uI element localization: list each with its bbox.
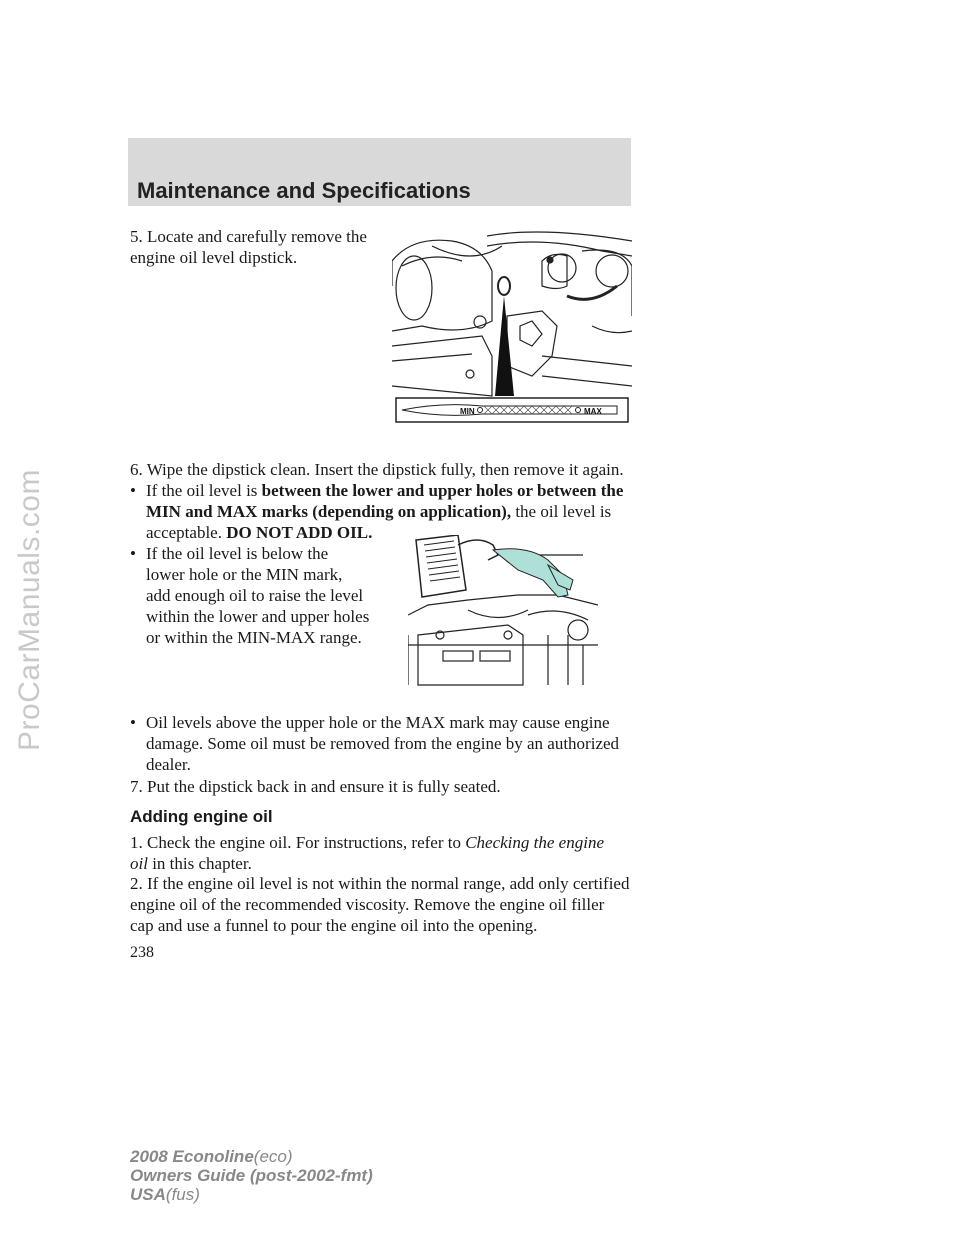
oil-bottle <box>416 535 498 597</box>
document-footer: 2008 Econoline(eco) Owners Guide (post-2002-fmt) USA(fus) <box>130 1147 373 1204</box>
bullet-oil-high-text: Oil levels above the upper hole or the MAX mark may cause engine damage. Some oil must be removed from the engine by an authorized dealer. <box>146 713 620 774</box>
reservoir-cap <box>542 254 567 288</box>
bullet-marker: • <box>130 713 136 732</box>
bullet-oil-low <box>130 543 390 653</box>
dipstick-handle <box>495 277 514 396</box>
bullet-marker: • <box>130 544 136 563</box>
bullet-oil-high <box>130 712 630 776</box>
adding-oil-illustration <box>408 535 598 695</box>
oil-filler-cap <box>520 321 542 346</box>
battery <box>418 625 523 685</box>
page-number: 238 <box>130 944 154 961</box>
bullet-oil-acceptable-text: If the oil level is between the lower and upper holes or between the MIN and MAX marks (depending on application), the oil level is acceptable. DO NOT ADD OIL. <box>146 481 624 542</box>
dipstick-illustration <box>392 226 632 426</box>
step-5-text: 5. Locate and carefully remove the engine oil level dipstick. <box>130 227 367 267</box>
cross-reference-link: Checking the engine oil <box>130 833 604 873</box>
step-6-text: 6. Wipe the dipstick clean. Insert the dipstick fully, then remove it again. <box>130 460 624 479</box>
max-mark-label: MAX <box>584 407 602 416</box>
step-7-text: 7. Put the dipstick back in and ensure it is fully seated. <box>130 777 501 796</box>
funnel <box>493 549 573 597</box>
bullet-marker: • <box>130 481 136 500</box>
watermark-text: ProCarManuals.com <box>13 469 46 751</box>
watermark <box>2 450 58 770</box>
min-mark-label: MIN <box>460 407 475 416</box>
bullet-oil-low-text: If the oil level is below the lower hole or the MIN mark, add enough oil to raise the level within the lower and upper holes or within the MIN-MAX range. <box>146 544 370 647</box>
section-title: Maintenance and Specifications <box>137 178 471 203</box>
adding-step-2-text: 2. If the engine oil level is not within the normal range, add only certified engine oil of the recommended viscosity. Remove the engine oil filler cap and use a funnel to pour the engine oil into the opening. <box>130 874 630 935</box>
adding-step-1-text: 1. Check the engine oil. For instructions, refer to Checking the engine oil in this chapter. <box>130 833 604 873</box>
dipstick-blade <box>396 398 628 422</box>
adding-engine-oil-heading: Adding engine oil <box>130 807 273 826</box>
